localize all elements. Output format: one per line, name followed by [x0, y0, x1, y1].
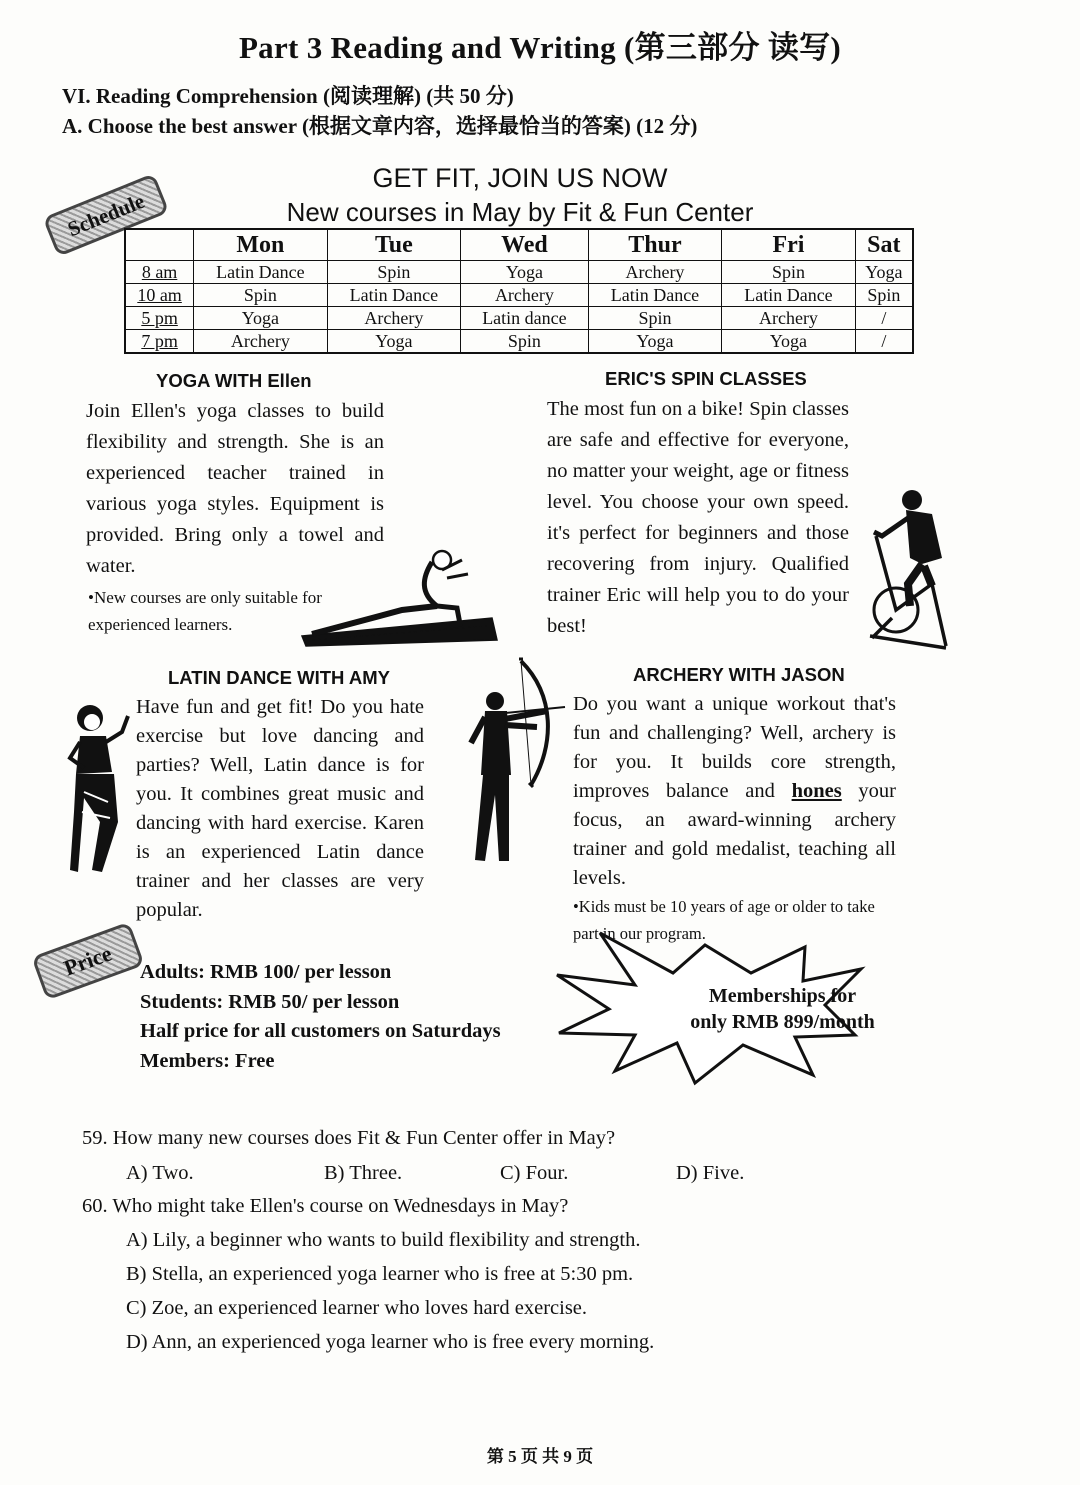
course-cell: Yoga	[461, 261, 589, 284]
archery-title: ARCHERY WITH JASON	[633, 664, 845, 685]
day-header: Wed	[461, 229, 589, 261]
day-header: Fri	[722, 229, 856, 261]
q60-option-c: C) Zoe, an experienced learner who loves hard exercise.	[126, 1297, 588, 1319]
q59-option-a: A) Two.	[126, 1162, 194, 1184]
time-cell: 5 pm	[125, 307, 194, 330]
ad-subheadline: New courses in May by Fit & Fun Center	[286, 197, 754, 227]
course-cell: Spin	[461, 330, 589, 354]
price-stamp: Price	[31, 922, 144, 1001]
schedule-header-row	[125, 229, 913, 261]
latin-text: Have fun and get fit! Do you hate exercise but love dancing and parties? Well, Latin dance is for you. It combines great music and dancing with hard exercise. Karen is an experienced Latin dance trainer and her classes are very popular.	[136, 696, 424, 921]
course-cell: Spin	[722, 261, 856, 284]
course-cell: Latin dance	[461, 307, 589, 330]
question-60: 60. Who might take Ellen's course on Wednesdays in May?	[82, 1195, 569, 1217]
course-cell: Yoga	[194, 307, 328, 330]
q59-option-d: D) Five.	[676, 1162, 745, 1184]
price-list	[140, 958, 501, 1076]
course-cell: Archery	[194, 330, 328, 354]
subsection-heading: A. Choose the best answer (根据文章内容，选择最恰当的答案) (12 分)	[62, 114, 698, 138]
ad-headline: GET FIT, JOIN US NOW	[372, 163, 668, 193]
price-saturday: Half price for all customers on Saturdays	[140, 1020, 501, 1042]
course-cell: Yoga	[327, 330, 461, 354]
time-cell: 10 am	[125, 284, 194, 307]
course-cell: Archery	[722, 307, 856, 330]
course-cell: Spin	[327, 261, 461, 284]
q60-option-d: D) Ann, an experienced yoga learner who is free every morning.	[126, 1331, 655, 1353]
archery-text	[573, 690, 896, 893]
yoga-text: Join Ellen's yoga classes to build flexibility and strength. She is an experienced teacher trained in various yoga styles. Equipment is provided. Bring only a towel and water.	[86, 400, 384, 577]
course-cell: Spin	[588, 307, 722, 330]
course-cell: Latin Dance	[722, 284, 856, 307]
day-header: Sat	[855, 229, 913, 261]
course-cell: Latin Dance	[327, 284, 461, 307]
price-students: Students: RMB 50/ per lesson	[140, 990, 400, 1013]
schedule-row	[125, 284, 913, 307]
course-cell: /	[855, 307, 913, 330]
time-cell: 8 am	[125, 261, 194, 284]
q59-option-c: C) Four.	[500, 1162, 569, 1184]
spin-text: The most fun on a bike! Spin classes are safe and effective for everyone, no matter your weight, age or fitness level. You choose your own speed. it's perfect for beginners and those recovering from injury. Qualified trainer Eric will help you to do your best!	[547, 398, 849, 637]
yoga-note: •New courses are only suitable for experienced learners.	[88, 588, 322, 634]
course-cell: Yoga	[855, 261, 913, 284]
course-cell: /	[855, 330, 913, 354]
day-header: Mon	[194, 229, 328, 261]
day-header: Tue	[327, 229, 461, 261]
schedule-stamp: Schedule	[43, 173, 170, 257]
spin-title: ERIC'S SPIN CLASSES	[605, 368, 807, 389]
course-cell: Spin	[194, 284, 328, 307]
page-title: Part 3 Reading and Writing (第三部分 读写)	[238, 30, 842, 65]
archery-text-after: your focus, an award-winning archery trainer and gold medalist, teaching all levels.	[573, 780, 897, 889]
course-cell: Archery	[327, 307, 461, 330]
spin-bike-icon	[862, 488, 954, 654]
yoga-illustration-icon	[292, 548, 507, 648]
course-cell: Spin	[855, 284, 913, 307]
membership-line2: only RMB 899/month	[690, 1011, 875, 1033]
price-members: Members: Free	[140, 1049, 275, 1072]
price-adults: Adults: RMB 100/ per lesson	[140, 961, 392, 983]
course-cell: Archery	[461, 284, 589, 307]
course-cell: Latin Dance	[194, 261, 328, 284]
yoga-title: YOGA WITH Ellen	[156, 370, 312, 391]
page-number: 第 5 页 共 9 页	[486, 1447, 594, 1466]
archery-underlined-word: hones	[791, 780, 842, 802]
archer-illustration-icon	[465, 655, 570, 870]
q60-option-a: A) Lily, a beginner who wants to build flexibility and strength.	[126, 1229, 641, 1251]
archery-note: •Kids must be 10 years of age or older to take part in our program.	[573, 897, 875, 943]
membership-offer	[660, 983, 905, 1035]
day-header: Thur	[588, 229, 722, 261]
membership-line1: Memberships for	[708, 985, 857, 1007]
section-heading: VI. Reading Comprehension (阅读理解) (共 50 分)	[62, 84, 514, 108]
course-cell: Yoga	[722, 330, 856, 354]
course-cell: Yoga	[588, 330, 722, 354]
time-cell: 7 pm	[125, 330, 194, 354]
schedule-row	[125, 261, 913, 284]
course-cell: Latin Dance	[588, 284, 722, 307]
course-cell: Archery	[588, 261, 722, 284]
schedule-row	[125, 307, 913, 330]
question-59: 59. How many new courses does Fit & Fun Center offer in May?	[82, 1127, 616, 1149]
latin-title: LATIN DANCE WITH AMY	[168, 667, 390, 688]
q60-option-b: B) Stella, an experienced yoga learner who is free at 5:30 pm.	[126, 1263, 634, 1285]
q59-option-b: B) Three.	[324, 1162, 403, 1184]
schedule-row	[125, 330, 913, 354]
dancer-illustration-icon	[62, 702, 132, 886]
archery-text-before: Do you want a unique workout that's fun and challenging? Well, archery is for you. It builds core strength, improves balance and	[573, 693, 896, 802]
schedule-table	[124, 228, 914, 354]
schedule-corner	[125, 229, 194, 261]
